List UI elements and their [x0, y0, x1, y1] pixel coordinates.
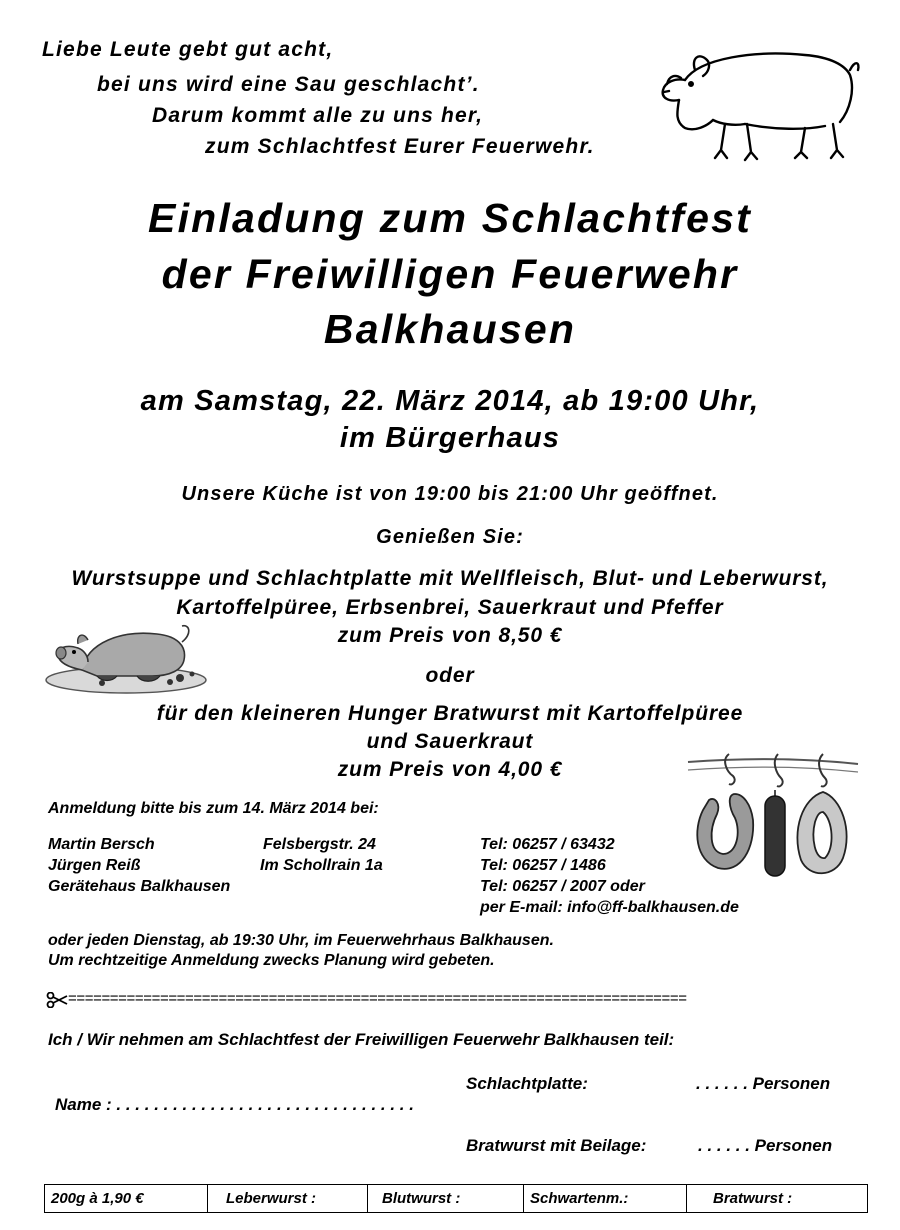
- place-line: im Bürgerhaus: [339, 422, 561, 454]
- menu-main-line-1: Wurstsuppe und Schlachtplatte mit Wellfleisch, Blut- und Leberwurst,: [71, 567, 829, 590]
- poem-line-2: bei uns wird eine Sau geschlacht’.: [97, 73, 480, 96]
- form-option-2-label: Bratwurst mit Beilage:: [466, 1136, 647, 1155]
- form-intro: Ich / Wir nehmen am Schlachtfest der Freiwilligen Feuerwehr Balkhausen teil:: [48, 1030, 675, 1049]
- menu-alt-line-1: für den kleineren Hunger Bratwurst mit Kartoffelpüree: [156, 702, 744, 725]
- menu-alt-line-2: und Sauerkraut: [366, 730, 534, 753]
- registration-note-2: Um rechtzeitige Anmeldung zwecks Planung wird gebeten.: [48, 952, 495, 969]
- kitchen-line: Unsere Küche ist von 19:00 bis 21:00 Uhr geöffnet.: [181, 483, 719, 505]
- menu-alt-price: zum Preis von 4,00 €: [337, 758, 563, 781]
- title-line-2: der Freiwilligen Feuerwehr: [161, 251, 739, 297]
- form-option-1-label: Schlachtplatte:: [466, 1074, 588, 1093]
- menu-or: oder: [425, 664, 475, 687]
- date-line: am Samstag, 22. März 2014, ab 19:00 Uhr,: [140, 385, 760, 417]
- registration-note-1: oder jeden Dienstag, ab 19:30 Uhr, im Feuerwehrhaus Balkhausen.: [48, 932, 554, 949]
- table-cell-schwartenmagen[interactable]: Schwartenm.:: [524, 1185, 687, 1213]
- contact-name-2: Jürgen Reiß: [48, 857, 141, 874]
- enjoy-line: Genießen Sie:: [376, 526, 524, 548]
- form-option-2-count[interactable]: . . . . . . Personen: [698, 1136, 833, 1155]
- scissors-icon: [46, 992, 68, 1008]
- poem-line-3: Darum kommt alle zu uns her,: [152, 104, 484, 127]
- table-cell-bratwurst[interactable]: Bratwurst :: [687, 1185, 868, 1213]
- table-cell-blutwurst[interactable]: Blutwurst :: [368, 1185, 524, 1213]
- cut-line: ==========================================================================: [68, 990, 687, 1007]
- title-line-3: Balkhausen: [323, 306, 577, 352]
- roast-pig-icon: [42, 612, 212, 697]
- contact-address-1: Felsbergstr. 24: [263, 836, 376, 853]
- order-table: [44, 1184, 868, 1213]
- contact-phone-3: Tel: 06257 / 2007 oder: [480, 878, 645, 895]
- poem-line-4: zum Schlachtfest Eurer Feuerwehr.: [205, 135, 595, 158]
- contact-phone-2: Tel: 06257 / 1486: [480, 857, 606, 874]
- table-cell-price: 200g à 1,90 €: [45, 1185, 208, 1213]
- registration-heading: Anmeldung bitte bis zum 14. März 2014 bei:: [48, 800, 379, 817]
- table-cell-leberwurst[interactable]: Leberwurst :: [208, 1185, 368, 1213]
- contact-name-1: Martin Bersch: [48, 836, 155, 853]
- form-name-field[interactable]: Name : . . . . . . . . . . . . . . . . . . . . . . . . . . . . . . . .: [55, 1095, 414, 1114]
- poem-line-1: Liebe Leute gebt gut acht,: [42, 38, 334, 61]
- contact-name-3: Gerätehaus Balkhausen: [48, 878, 231, 895]
- menu-main-line-2: Kartoffelpüree, Erbsenbrei, Sauerkraut und Pfeffer: [176, 596, 724, 619]
- title-line-1: Einladung zum Schlachtfest: [148, 195, 752, 241]
- table-row: [45, 1185, 868, 1213]
- menu-main-price: zum Preis von 8,50 €: [337, 624, 563, 647]
- form-option-1-count[interactable]: . . . . . . Personen: [696, 1074, 831, 1093]
- sausages-icon: [683, 750, 863, 885]
- pig-icon: [655, 40, 865, 170]
- contact-email[interactable]: per E-mail: info@ff-balkhausen.de: [480, 899, 739, 916]
- contact-phone-1: Tel: 06257 / 63432: [480, 836, 615, 853]
- contact-address-2: Im Schollrain 1a: [260, 857, 383, 874]
